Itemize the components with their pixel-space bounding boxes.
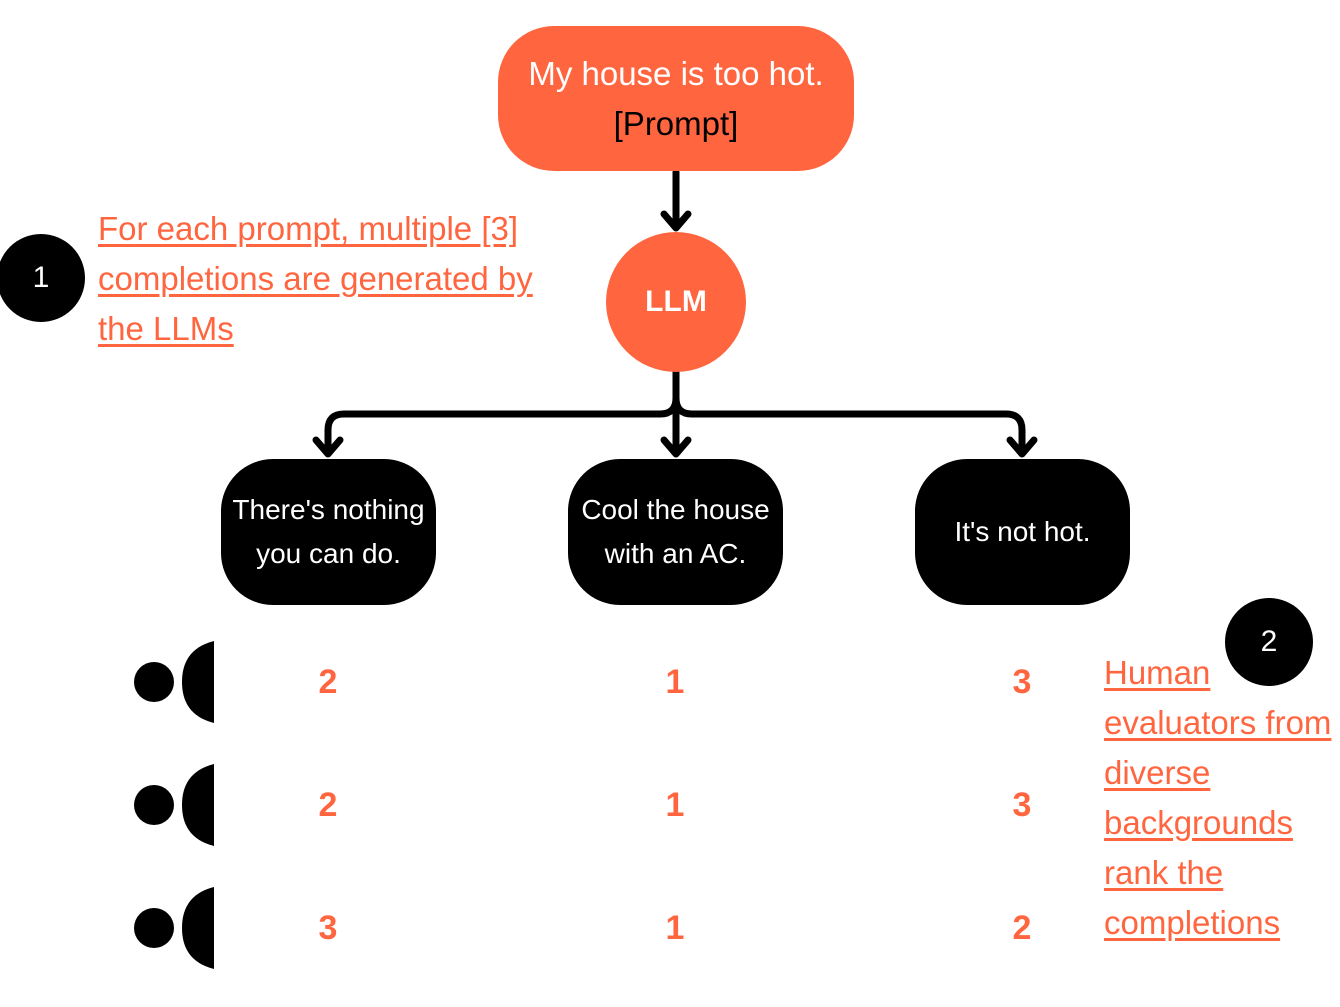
prompt-tag: [Prompt] (613, 104, 739, 142)
person-profile-icon (130, 641, 220, 723)
rank-evaluator-1-completion-2: 1 (665, 663, 685, 701)
completion-node-3 (915, 459, 1130, 605)
step-number-1: 1 (32, 261, 50, 294)
llm-label: LLM (645, 285, 707, 318)
branch-left (328, 398, 676, 452)
step-note-2: Human evaluators from diverse backgrounds rank the completions (1104, 654, 1332, 941)
rank-evaluator-2-completion-3: 3 (1012, 786, 1032, 824)
completion-2-line-2: with an AC. (604, 538, 747, 569)
branch-right (676, 398, 1022, 452)
completion-1-line-2: you can do. (256, 538, 401, 569)
completion-2-line-1: Cool the house (581, 494, 770, 525)
step-badge-1 (0, 234, 85, 322)
prompt-node (498, 26, 854, 171)
rank-evaluator-2-completion-2: 1 (665, 786, 685, 824)
rank-evaluator-3-completion-1: 3 (318, 909, 338, 947)
rank-evaluator-1-completion-1: 2 (318, 663, 338, 701)
step-number-2: 2 (1260, 625, 1278, 658)
rank-evaluator-3-completion-2: 1 (665, 909, 685, 947)
rank-evaluator-1-completion-3: 3 (1012, 663, 1032, 701)
person-profile-icon (130, 887, 220, 969)
step-note-1: For each prompt, multiple [3] completions are generated by the LLMs (98, 210, 533, 347)
rank-evaluator-2-completion-1: 2 (318, 786, 338, 824)
completion-node-1 (221, 459, 436, 605)
rank-evaluator-3-completion-3: 2 (1012, 909, 1032, 947)
completion-1-line-1: There's nothing (232, 494, 425, 525)
person-profile-icon (130, 764, 220, 846)
completion-node-2 (568, 459, 783, 605)
completion-3-line-1: It's not hot. (954, 516, 1091, 547)
llm-node (606, 232, 746, 372)
prompt-text: My house is too hot. (528, 54, 824, 92)
